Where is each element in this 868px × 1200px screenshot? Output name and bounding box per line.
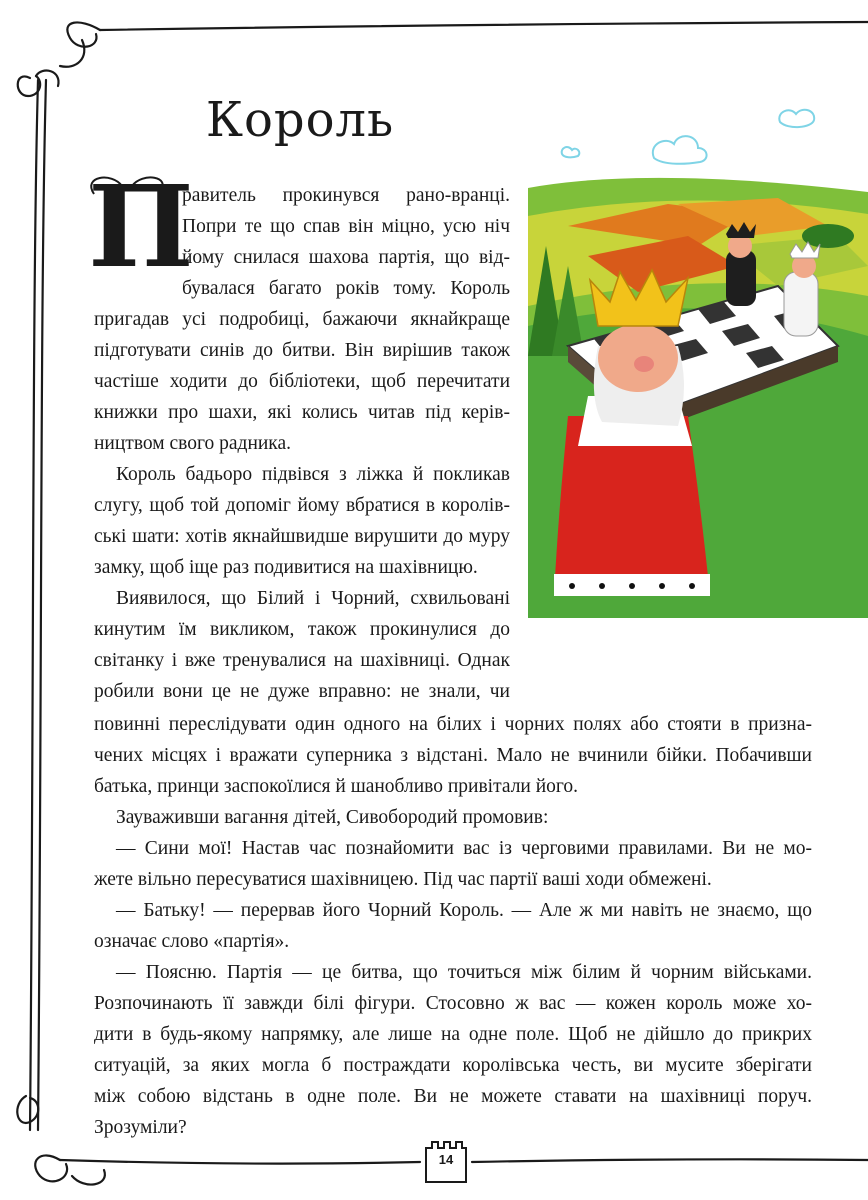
text-line: ництвом свого радника. xyxy=(94,433,292,454)
text-line: — Батьку! — перервав його Чорний Король. — Але ж ми навіть не знаємо, що xyxy=(116,900,812,921)
text-line: книжки про шахи, які колись читав під керів- xyxy=(94,402,510,423)
text-line: — Сини мої! Настав час познайомити вас із черговими правилами. Ви не мо- xyxy=(116,838,812,859)
text-line: бувалася багато років тому. Король xyxy=(182,278,510,299)
text-line: світанку і вже тренувалися на шахівниці. Однак xyxy=(94,650,510,671)
text-line: Попри те що спав він міцно, усю ніч xyxy=(182,216,510,237)
text-line: чених місцях і вражати суперника з відстані. Мало не вчинили бійки. Побачивши xyxy=(94,745,812,766)
text-line: підготувати синів до битви. Він вирішив також xyxy=(94,340,510,361)
text-line: Зауваживши вагання дітей, Сивобородий промовив: xyxy=(116,807,549,828)
text-line: ські шати: хотів якнайшвидше вирушити до муру xyxy=(94,526,510,547)
text-line: пригадав усі подробиці, бажаючи якнайкраще xyxy=(94,309,510,330)
page-title: Король xyxy=(205,92,395,148)
text-line: частіше ходити до бібліотеки, щоб перечитати xyxy=(94,371,510,392)
text-line: замку, щоб іще раз подивитися на шахівницю. xyxy=(94,557,478,578)
text-line: Розпочинають її завжди білі фігури. Стосовно ж вас — кожен король може хо- xyxy=(94,993,812,1014)
text-line: ситуацій, за яких могла б постраждати королівська честь, ви мусите зберігати xyxy=(94,1055,812,1076)
text-line: Король бадьоро підвівся з ліжка й покликав xyxy=(116,464,510,485)
text-line: робили вони це не дуже вправно: не знали, чи xyxy=(94,681,510,702)
text-line: Зрозуміли? xyxy=(94,1117,187,1138)
page-number: 14 xyxy=(438,1152,454,1167)
kings-chessboard-illustration xyxy=(528,96,868,618)
text-line: жете вільно пересуватися шахівницею. Під час партії ваші ходи обмежені. xyxy=(94,869,712,890)
text-line: слугу, щоб той допоміг йому вбратися в королів- xyxy=(94,495,510,516)
text-line: батька, принци заспокоїлися й шанобливо привітали його. xyxy=(94,776,579,797)
text-line: означає слово «партія». xyxy=(94,931,290,952)
text-line: дити в будь-якому напрямку, але лише на одне поле. Щоб не дійшло до прикрих xyxy=(94,1024,812,1045)
text-line: Виявилося, що Білий і Чорний, схвильовані xyxy=(116,588,510,609)
text-line: равитель прокинувся рано-вранці. xyxy=(182,185,510,206)
text-line: — Поясню. Партія — це битва, що точиться між білим й чорним військами. xyxy=(116,962,812,983)
text-line: між собою відстань в одне поле. Ви не можете ставати на шахівниці поруч. xyxy=(94,1086,812,1107)
text-line: кинутим їм викликом, також прокинулися до xyxy=(94,619,510,640)
text-line: повинні переслідувати один одного на білих і чорних полях або стояти в призна- xyxy=(94,714,812,735)
text-line: йому снилася шахова партія, що від- xyxy=(182,247,510,268)
drop-cap: П xyxy=(88,162,194,293)
